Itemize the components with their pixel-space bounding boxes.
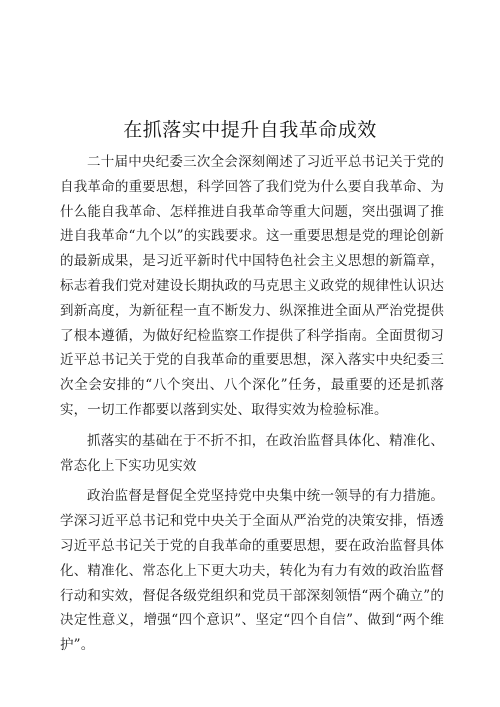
document-body <box>60 150 444 664</box>
section-heading: 抓落实的基础在于不折不扣，在政治监督具体化、精准化、常态化上下实功见实效 <box>60 432 444 474</box>
document-title: 在抓落实中提升自我革命成效 <box>123 119 377 141</box>
paragraph-intro: 二十届中央纪委三次全会深刻阐述了习近平总书记关于党的自我革命的重要思想，科学回答了我们党为什么要自我革命、为什么能自我革命、怎样推进自我革命等重大问题，突出强调了推进自我革命“九个以”的实践要求。这一重要思想是党的理论创新的最新成果，是习近平新时代中国特色社会主义思想的新篇章，标志着我们党对建设长期执政的马克思主义政党的规律性认识达到新高度，为新征程一直不断发力、纵深推进全面从严治党提供了根本遵循，为做好纪检监察工作提供了科学指南。全面贯彻习近平总书记关于党的自我革命的重要思想，深入落实中央纪委三次全会安排的“八个突出、八个深化”任务，最重要的还是抓落实，一切工作都要以落到实处、取得实效为检验标准。 <box>60 154 444 418</box>
paragraph-political-supervision: 政治监督是督促全党坚持党中央集中统一领导的有力措施。学深习近平总书记和党中央关于全面从严治党的决策安排，悟透习近平总书记关于党的自我革命的重要思想，要在政治监督具体化、精准化、常态化上下更大功夫，转化为有力有效的政治监督行动和实效，督促各级党组织和党员干部深刻领悟“两个确立”的决定性意义，增强“四个意识”、坚定“四个自信”、做到“两个维护”。 <box>60 488 444 654</box>
